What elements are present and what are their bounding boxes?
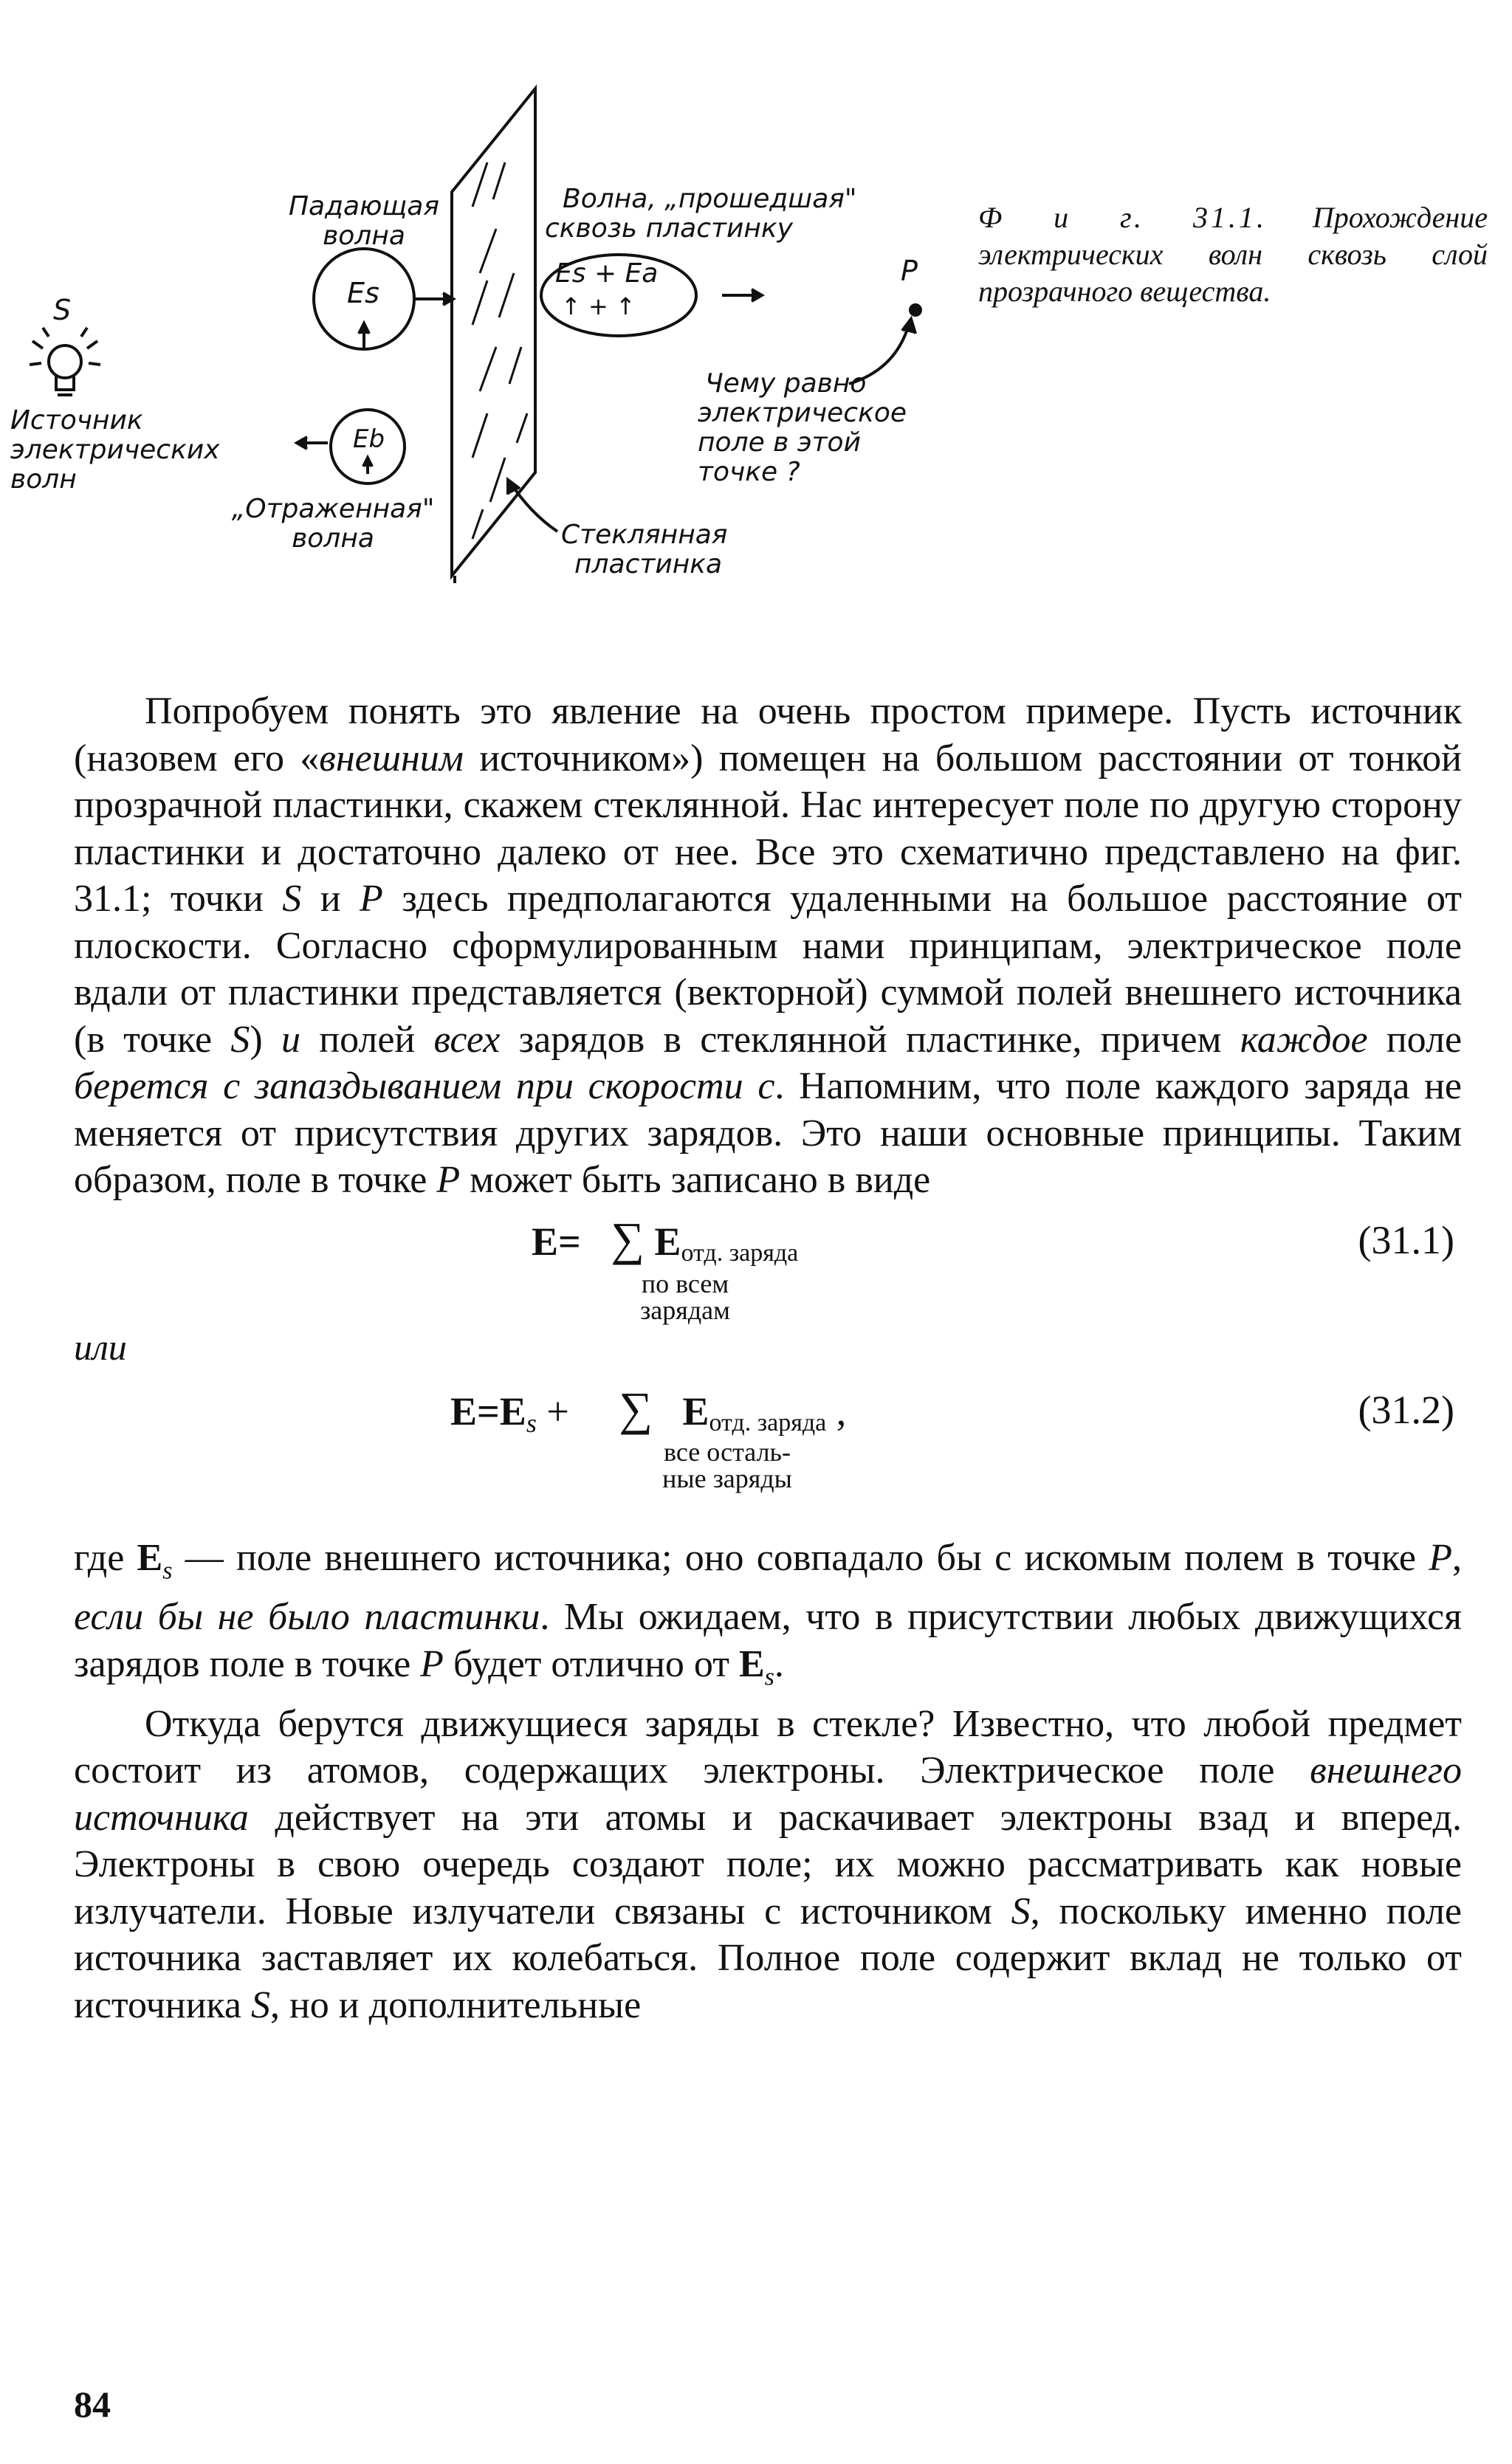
body-text xyxy=(74,688,1462,2028)
equation-31-2-number: (31.2) xyxy=(1358,1387,1454,1432)
reflected-field-symbol: Eb xyxy=(353,424,385,454)
plate-label-line-2: пластинка xyxy=(574,549,723,579)
light-bulb-icon xyxy=(30,328,100,395)
source-label-line-2: электрических xyxy=(10,435,220,465)
paragraph-3: Откуда берутся движущиеся заряды в стекле? Известно, что любой предмет состоит из атомов, содержащих электроны. Электрическое поле внешнего источника действует на эти атомы и раскачивает электроны взад и вперед. Электроны в свою очередь создают поле; их можно рассматривать как новые излучатели. Новые излучатели связаны с источником S, поскольку именно поле источника заставляет их колебаться. Полное поле содержит вклад не только от источника S, но и дополнительные xyxy=(74,1702,1462,2026)
caption-label: Ф и г. 31.1. xyxy=(978,201,1267,234)
source-label-line-1: Источник xyxy=(10,405,143,436)
question-line-1: Чему равно xyxy=(705,368,867,399)
page-number: 84 xyxy=(74,2384,111,2425)
equation-31-1-number: (31.1) xyxy=(1358,1217,1454,1262)
paragraph-2: где $E_s$ — поле внешнего источника; оно совпадало бы с искомым полем в точке P, если бы не было пластинки. Мы ожидаем, что в присутствии любых движущихся зарядов поле в точке P будет отлично от $E_s$. xyxy=(74,1536,1462,1691)
incident-label-line-2: волна xyxy=(323,221,405,251)
source-label-line-3: волн xyxy=(10,464,77,495)
equation-31-1-limits: по всем зарядам xyxy=(640,1268,730,1325)
equation-31-2-limits: все осталь- ные заряды xyxy=(662,1436,792,1493)
or-word: или xyxy=(74,1326,127,1368)
incident-label-line-1: Падающая xyxy=(288,191,439,221)
equations xyxy=(74,1210,1462,1520)
figure-caption xyxy=(978,199,1488,310)
question-line-4: точке ? xyxy=(698,457,800,487)
point-p-symbol: P xyxy=(901,255,918,287)
equation-31-1: E= ∑ $E_{отд. заряда}$ xyxy=(532,1212,799,1267)
transmitted-signs: ↑ + ↑ xyxy=(561,292,636,320)
transmitted-field-symbol: Es + Ea xyxy=(555,258,659,289)
reflected-label-line-1: „Отраженная" xyxy=(231,494,435,524)
figure-31-1 xyxy=(0,59,1512,620)
transmitted-label-line-2: сквозь пластинку xyxy=(545,213,793,244)
transmitted-label-line-1: Волна, „прошедшая" xyxy=(563,184,857,214)
equation-31-2: E=Es + ∑ $E_{отд. заряда}$ , xyxy=(450,1382,847,1438)
paragraph-1: Попробуем понять это явление на очень простом примере. Пусть источник (назовем его «внешним источником») помещен на большом расстоянии от тонкой прозрачной пластинки, скажем стеклянной. Нас интересует поле по другую сторону пластинки и достаточно далеко от нее. Все это схематично представлено на фиг. 31.1; точки S и P здесь предполагаются удаленными на большое расстояние от плоскости. Согласно сформулированным нами принципам, электрическое поле вдали от пластинки представляется (векторной) суммой полей внешнего источника (в точке S) и полей всех зарядов в стеклянной пластинке, причем каждое поле берется с запаздыванием при скорости c. Напомним, что поле каждого заряда не меняется от присутствия других зарядов. Это наши основные принципы. Таким образом, поле в точке P может быть записано в виде xyxy=(74,690,1463,1201)
question-line-3: поле в этой xyxy=(698,427,861,458)
caption-text: Прохождение электрических волн сквозь слой прозрачного вещества. xyxy=(978,201,1488,308)
source-symbol: S xyxy=(53,294,72,326)
question-line-2: электрическое xyxy=(698,398,907,428)
plate-label-line-1: Стеклянная xyxy=(561,520,728,550)
reflected-label-line-2: волна xyxy=(292,523,374,554)
figure-drawing xyxy=(0,59,975,620)
incident-field-symbol: Es xyxy=(347,277,379,309)
